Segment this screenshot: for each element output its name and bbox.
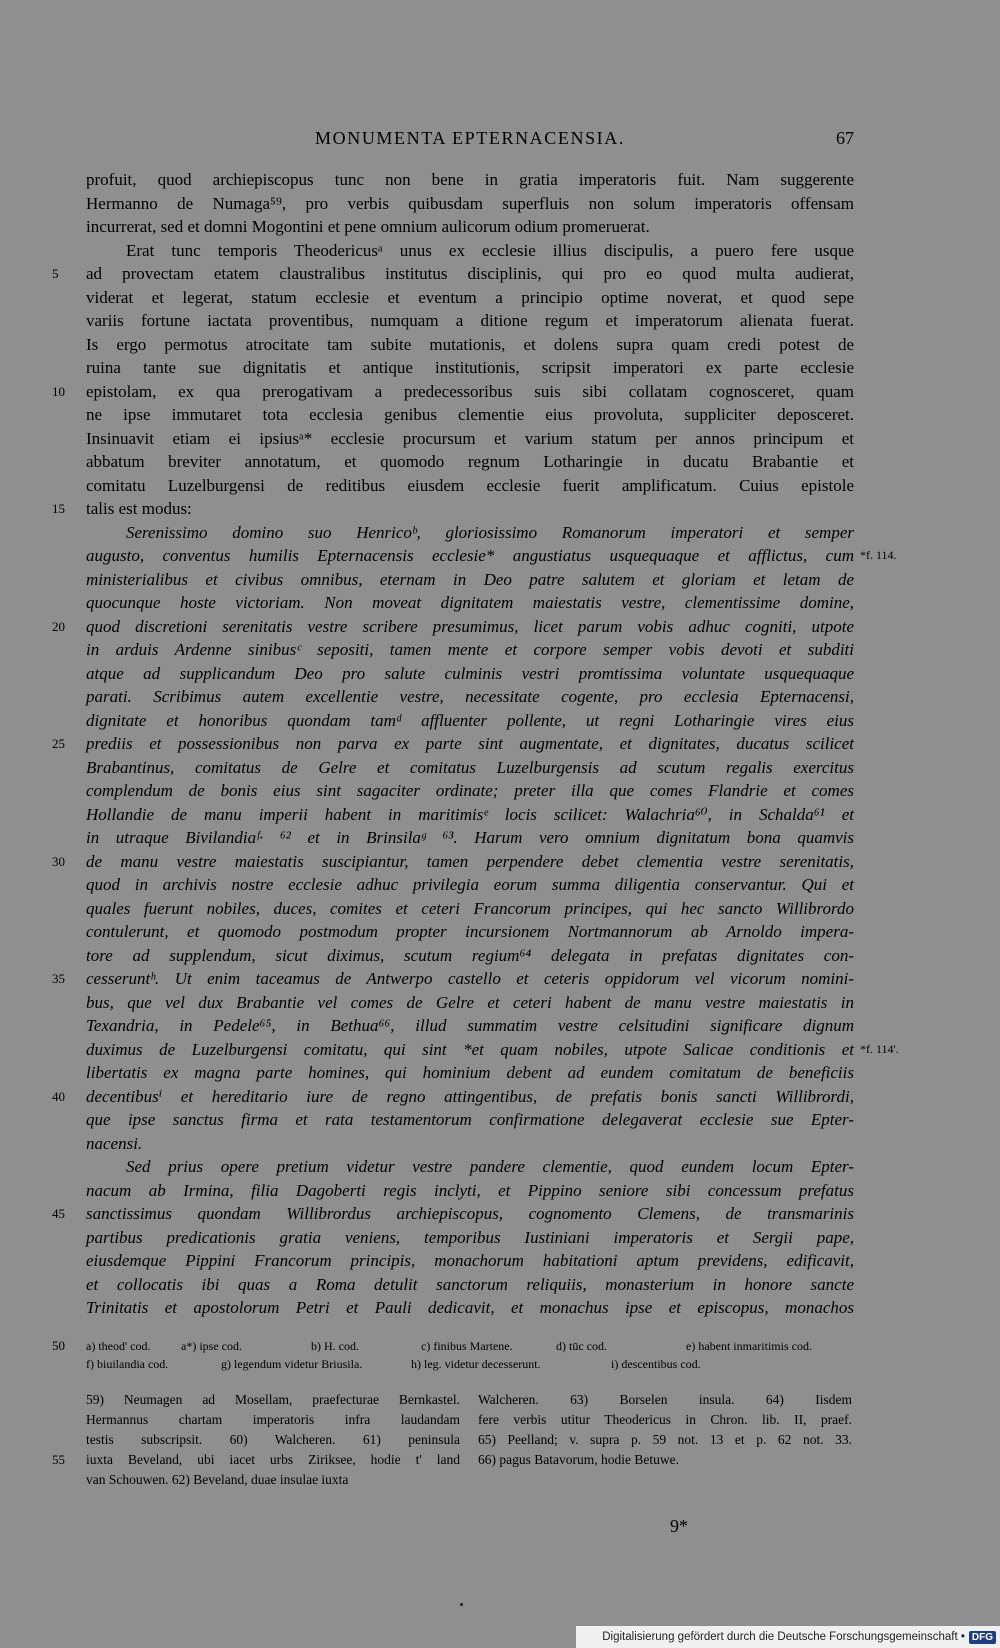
text-line-content: augusto, conventus humilis Epternacensis ecclesie* angustiatus usquequaque et afflictus, cum [86,546,854,565]
text-line [86,239,854,263]
line-number: 20 [52,618,65,634]
text-line-content: quocunque hoste victoriam. Non moveat dignitatem maiestatis vestre, clementissime domine, [86,593,854,612]
text-line-content: Sed prius opere pretium videtur vestre pandere clementie, quod eundem locum Epter- [126,1157,854,1176]
line-number: 45 [52,1206,65,1221]
line-number: 50 [52,1338,65,1353]
line-number: 40 [52,1088,65,1104]
line-number: 30 [52,853,65,869]
text-line-content: Texandria, in Pedele⁶⁵, in Bethua⁶⁶, illud summatim vestre celsitudini significare dignum [86,1016,854,1035]
text-line-content: Serenissimo domino suo Henricoᵇ, gloriosissimo Romanorum imperatori et semper [126,522,854,542]
critical-apparatus [52,1337,854,1373]
footnote-text: 59) Neumagen ad Mosellam, praefecturae Bernkastel. [86,1392,460,1407]
text-line [52,1085,854,1109]
text-line [86,1038,899,1062]
text-line-content: Brabantinus, comitatus de Gelre et comitatus Luzelburgensis ad scutum regalis exercitus [86,757,854,777]
footnote-line [86,1410,460,1430]
footnote-line [86,1430,460,1450]
text-line-content: prediis et possessionibus non parva ex parte sint augmentate, et dignitates, ducatus scilicet [86,734,854,753]
text-line-content: in utraque Bivilandiaᶠ· ⁶² et in Brinsilaᵍ ⁶³. Harum vero omnium dignitatum bona quamvis [86,828,854,847]
footnotes-left-column [52,1390,460,1490]
text-line [86,309,854,333]
apparatus-entry: b) H. cod. [311,1339,359,1353]
text-line-content: epistolam, ex qua prerogativam a predecessoribus suis sibi collatam cognosceret, quam [86,381,854,401]
text-line-content: partibus predicationis gratia veniens, temporibus Iustiniani imperatoris et Sergii pape, [86,1227,854,1247]
dfg-logo[interactable]: DFG [969,1631,996,1644]
footnote-text: 65) Peelland; v. supra p. 59 not. 13 et p. 62 not. 33. [478,1432,852,1447]
text-line-content: variis fortune iactata proventibus, numquam a ditione regum et imperatorum alienata fuerat. [86,311,854,330]
text-line-content: duximus de Luzelburgensi comitatu, qui sint *et quam nobiles, utpote Salicae conditionis et [86,1039,854,1059]
footnote-text: fere verbis utitur Theodericus in Chron. lib. II, praef. [478,1412,852,1427]
apparatus-entry: i) descentibus cod. [611,1357,701,1371]
text-line-content: cesseruntʰ. Ut enim taceamus de Antwerpo castello et ceteris oppidorum vel vicorum nomini- [86,969,854,988]
text-line-content: Hollandie de manu imperii habent in maritimisᵉ locis scilicet: Walachria⁶⁰, in Schalda⁶¹ et [86,804,854,824]
apparatus-entry: h) leg. videtur decesserunt. [411,1357,541,1371]
text-line-content: quod discretioni serenitatis vestre scribere presumimus, licet parum vobis adhuc cogniti, utpote [86,616,854,636]
text-line-content: Trinitatis et apostolorum Petri et Pauli dedicavit, et monachus ipse et episcopus, monachos [86,1298,854,1317]
text-line [86,192,854,216]
text-line [86,286,854,310]
text-line [86,544,897,568]
text-line-content: nacensi. [86,1133,143,1153]
text-line-content: parati. Scribimus autem excellentie vestre, necessitate cogente, pro ecclesia Epternacensi, [86,687,854,706]
text-line-content: quales fuerunt nobiles, duces, comites et ceteri Francorum principes, qui hec sancto Willibrordo [86,898,854,918]
text-line-content: eiusdemque Pippini Francorum principis, monachorum habitationi aptum previdens, edificavit, [86,1251,854,1270]
signature-mark: 9* [670,1516,688,1536]
running-title: MONUMENTA EPTERNACENSIA. [315,128,625,148]
footnote-line [478,1430,852,1450]
text-line [86,521,854,545]
text-line-content: abbatum breviter annotatum, et quomodo regnum Lotharingie in ducatu Brabantie et [86,452,854,471]
footnote-text: Hermannus chartam imperatoris infra laudandam [86,1412,460,1427]
text-line [86,685,854,709]
text-line [86,427,854,451]
folio-marginal-note: *f. 114'. [860,1041,899,1056]
text-line-content: atque ad supplicandum Deo pro salute culminis vestri promtissima voluntate usquequaque [86,663,854,683]
text-line [86,897,854,921]
apparatus-entry: c) finibus Martene. [421,1339,513,1353]
text-line [86,662,854,686]
text-line [86,638,854,662]
text-line [52,1202,854,1226]
text-line [86,168,854,192]
footnote-text: 66) pagus Batavorum, hodie Betuwe. [478,1452,679,1467]
text-line [86,1061,854,1085]
text-line-content: incurrerat, sed et domni Mogontini et pene omnium aulicorum odium promeruerat. [86,217,650,236]
text-line-content: profuit, quod archiepiscopus tunc non bene in gratia imperatoris fuit. Nam suggerente [86,170,854,189]
text-line-content: et collocatis ibi quas a Roma detulit sanctorum reliquiis, monasterium in honore sancte [86,1274,854,1294]
text-line [86,1014,854,1038]
text-line [86,803,854,827]
text-line-content: Hermanno de Numaga⁵⁹, pro verbis quibusdam superfluis non solum imperatoris offensam [86,193,854,213]
text-line [86,709,854,733]
line-number: 10 [52,383,65,399]
text-line-content: dignitate et honoribus quondam tamᵈ affluenter pollente, ut regni Lotharingie vires eius [86,710,854,730]
scan-speck [460,1603,463,1606]
folio-marginal-note: *f. 114. [860,548,897,562]
text-line [52,850,854,874]
footnote-text: van Schouwen. 62) Beveland, duae insulae iuxta [86,1472,349,1487]
page-header [86,128,854,148]
apparatus-entry: d) tūc cod. [556,1339,607,1353]
text-line [86,474,854,498]
text-line-content: sanctissimus quondam Willibrordus archiepiscopus, cognomento Clemens, de transmarinis [86,1204,854,1223]
footnote-line [478,1410,852,1430]
text-line-content: bus, que vel dux Brabantie vel comes de Gelre et ceteri habent de manu vestre maiestatis in [86,992,854,1012]
footnote-text: Walcheren. 63) Borselen insula. 64) Iisdem [478,1392,852,1407]
main-text [52,168,899,1320]
apparatus-entry: g) legendum videtur Briusila. [221,1357,363,1371]
text-line-content: nacum ab Irmina, filia Dagoberti regis inclyti, et Pippino seniore sibi concessum prefatus [86,1180,854,1200]
text-line [86,920,854,944]
text-line [52,967,854,991]
text-line [86,1249,854,1273]
text-line-content: talis est modus: [86,499,192,518]
text-line [86,1296,854,1320]
text-line [86,1108,854,1132]
line-number: 15 [52,501,65,516]
text-line [52,497,854,521]
text-line [86,1155,854,1179]
footer-text: Digitalisierung gefördert durch die Deutsche Forschungsgemeinschaft • [602,1631,965,1643]
text-line-content: ruina tante sue dignitatis et antique institutionis, scripsit imperatori ex parte ecclesie [86,358,854,377]
text-line [86,779,854,803]
apparatus-entry: a) theod' cod. [86,1339,151,1353]
text-line [86,568,854,592]
line-number: 25 [52,736,65,751]
text-line [86,450,854,474]
footnotes-right-column [478,1390,852,1470]
footnote-line [52,1450,460,1470]
apparatus-entry: e) habent inmaritimis cod. [686,1339,812,1353]
line-number: 55 [52,1452,65,1467]
text-line-content: viderat et legerat, statum ecclesie et eventum a principio optime noverat, et quod sepe [86,287,854,307]
text-line-content: ministerialibus et civibus omnibus, eternam in Deo patre salutem et gloriam et letam de [86,569,854,589]
text-line-content: contulerunt, et quomodo postmodum propter incursionem Nortmannorum ab Arnoldo impera- [86,922,854,941]
text-line-content: ne ipse immutaret tota ecclesia genibus clementie eius provoluta, suppliciter deposceret. [86,405,854,424]
footnote-line [478,1390,852,1410]
text-line-content: quod in archivis nostre ecclesie adhuc privilegia eorum summa diligentia conservantur. Qui et [86,875,854,894]
text-line [52,380,854,404]
text-line-content: libertatis ex magna parte homines, qui hominium debent ad eundem comitatum de beneficiis [86,1063,854,1082]
text-line [86,403,854,427]
text-line [86,991,854,1015]
text-line-content: que ipse sanctus firma et rata testamentorum confirmatione delegaverat ecclesie sue Epter- [86,1110,854,1129]
text-line [86,591,854,615]
text-line [86,944,854,968]
text-line-content: tore ad supplendum, sicut diximus, scutum regium⁶⁴ delegata in prefatas dignitates con- [86,945,854,965]
text-line [52,262,854,286]
footnote-text: iuxta Beveland, ubi iacet urbs Ziriksee, hodie t' land [86,1452,460,1467]
line-number: 5 [52,266,59,281]
text-line-content: complendum de bonis eius sint sagaciter ordinate; preter illa que comes Flandrie et comes [86,781,854,800]
text-line [86,756,854,780]
text-line [52,615,854,639]
text-line-content: ad provectam etatem claustralibus institutus disciplinis, qui pro eo quod multa audierat, [86,264,854,283]
text-line-content: Is ergo permotus atrocitate tam subite mutationis, et dolens supra quam credi potest de [86,334,854,354]
apparatus-entry: a*) ipse cod. [181,1339,242,1353]
text-line [86,826,854,850]
text-line [86,215,854,239]
apparatus-line [52,1337,854,1355]
apparatus-entry: f) biuilandia cod. [86,1357,169,1371]
text-line-content: de manu vestre maiestatis suscipiantur, tamen perpendere debet clementia vestre serenitatis, [86,851,854,871]
text-line-content: decentibusⁱ et hereditario iure de regno attingentibus, de prefatis bonis sancti Willibrordi, [86,1086,854,1106]
text-line-content: Insinuavit etiam ei ipsiusᵃ* ecclesie procursum et varium statum per annos principum et [86,428,854,448]
footnote-text: testis subscripsit. 60) Walcheren. 61) peninsula [86,1432,460,1447]
text-line [86,873,854,897]
footnote-line [86,1470,460,1490]
text-line [86,356,854,380]
footnote-line [478,1450,852,1470]
page-number: 67 [836,128,854,148]
text-line-content: comitatu Luzelburgensi de reditibus eiusdem ecclesie fuerit amplificatum. Cuius epistole [86,475,854,495]
text-line [52,732,854,756]
text-line-content: Erat tunc temporis Theodericusᵃ unus ex ecclesie illius discipulis, a puero fere usque [126,240,854,260]
text-line [86,1132,854,1156]
apparatus-line [86,1355,854,1373]
footnote-line [86,1390,460,1410]
text-line [86,1179,854,1203]
text-line [86,333,854,357]
text-line [86,1273,854,1297]
text-line [86,1226,854,1250]
footer-bar [576,1626,1000,1648]
line-number: 35 [52,971,65,986]
text-line-content: in arduis Ardenne sinibusᶜ sepositi, tamen mente et corpore semper vobis devoti et subditi [86,640,854,659]
